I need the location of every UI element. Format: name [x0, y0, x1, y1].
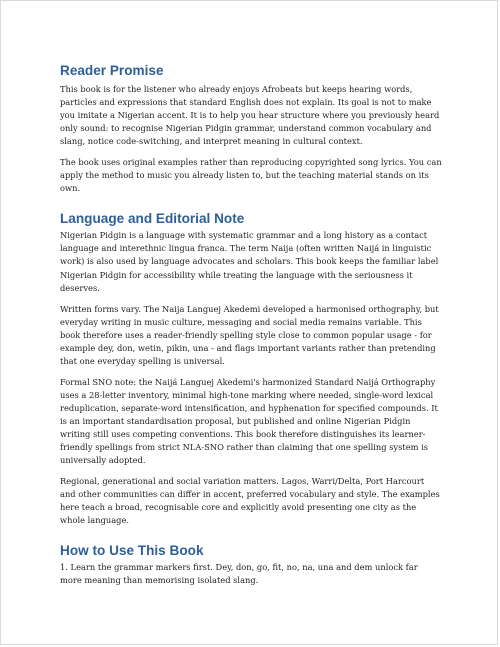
section-language-editorial-note	[60, 210, 442, 527]
section-heading: How to Use This Book	[60, 543, 204, 559]
section-reader-promise	[60, 62, 442, 195]
section-how-to-use	[60, 542, 442, 587]
document-body	[60, 60, 442, 587]
paragraph: Formal SNO note: the Naijá Languej Akedemi's harmonized Standard Naijá Orthography uses a 28-letter inventory, minimal high-tone marking where needed, single-word lexical reduplication, separate-word intensification, and hyphenation for specified compounds. It is an important standardisation proposal, but published and online Nigerian Pidgin writing still uses competing conventions. This book therefore distinguishes its learner-friendly spellings from strict NLA-SNO rather than claiming that one spelling system is universally adopted.	[60, 376, 438, 466]
section-heading: Language and Editorial Note	[60, 211, 245, 227]
section-heading: Reader Promise	[60, 63, 164, 78]
paragraph: Regional, generational and social variation matters. Lagos, Warri/Delta, Port Harcourt and other communities can differ in accent, preferred vocabulary and style. The examples here teach a broad, recognisable core and explicitly avoid presenting one city as the whole language.	[60, 476, 440, 526]
paragraph: This book is for the listener who already enjoys Afrobeats but keeps hearing words, particles and expressions that standard English does not explain. Its goal is not to make you imitate a Nigerian accent. It is to help you hear structure where you previously heard only sound: to recognise Nigerian Pidgin grammar, understand common vocabulary and slang, notice code-switching, and interpret meaning in cultural context.	[60, 84, 440, 147]
list-item: 1. Learn the grammar markers first. Dey, don, go, fit, no, na, una and dem unlock far more meaning than memorising isolated slang.	[60, 562, 418, 586]
paragraph: Nigerian Pidgin is a language with systematic grammar and a long history as a contact language and interethnic lingua franca. The term Naija (often written Naijá in linguistic work) is also used by language advocates and scholars. This book keeps the familiar label Nigerian Pidgin for accessibility while treating the language with the seriousness it deserves.	[60, 230, 439, 293]
paragraph: Written forms vary. The Naija Languej Akedemi developed a harmonised orthography, but everyday writing in music culture, messaging and social media remains variable. This book therefore uses a reader-friendly spelling style close to common popular usage - for example dey, don, wetin, pikin, una - and flags important variants rather than pretending that one everyday spelling is universal.	[60, 303, 439, 366]
paragraph: The book uses original examples rather than reproducing copyrighted song lyrics. You can apply the method to music you already listen to, but the teaching material stands on its own.	[60, 157, 442, 194]
